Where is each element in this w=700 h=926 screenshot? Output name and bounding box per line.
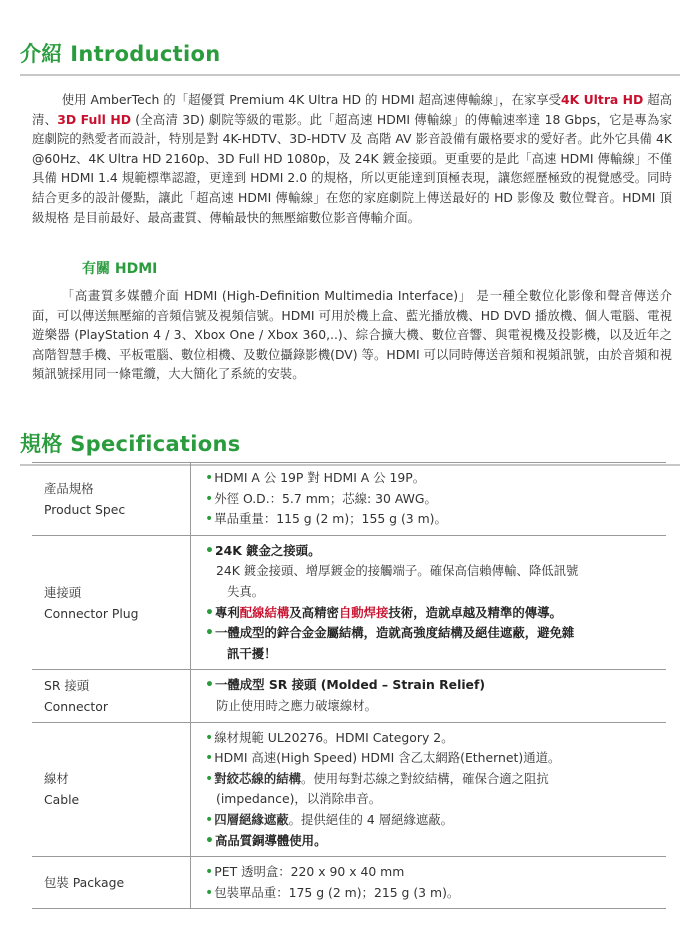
list-item	[205, 541, 656, 562]
highlight-4k: 4K Ultra HD	[561, 92, 644, 107]
spec-row-cable	[32, 722, 666, 857]
list-item	[205, 603, 656, 624]
bullet-icon: •	[205, 832, 214, 849]
list-item	[205, 468, 656, 489]
item-text: 技術，造就卓越及精準的傳導。	[388, 604, 562, 620]
spec-label-sr	[32, 670, 191, 722]
intro-text-2: 超高清、	[32, 92, 672, 127]
item-text: 一體成型的鋅合金金屬結構，造就高強度結構及絕佳遮蔽，避免雜	[214, 625, 575, 641]
item-text: 專利	[214, 604, 240, 620]
bullet-icon: •	[205, 470, 214, 486]
about-hdmi-heading: 有關 HDMI	[82, 261, 158, 277]
label-en: Product Spec	[44, 501, 126, 517]
bullet-icon: •	[205, 625, 214, 642]
item-detail: 防止使用時之應力破壞線材。	[216, 697, 378, 713]
spec-table	[32, 462, 666, 909]
item-text: 線材規範 UL20276。HDMI Category 2。	[214, 729, 454, 745]
bullet-icon: •	[205, 490, 214, 507]
item-text: 四層絕緣遮蔽	[214, 811, 289, 827]
item-text: 。提供絕佳的 4 層絕緣遮蔽。	[288, 811, 454, 827]
label-zh: SR 接頭	[44, 677, 90, 693]
bullet-icon: •	[205, 542, 214, 559]
spec-value-connector	[191, 535, 667, 670]
highlight-3d: 3D Full HD	[57, 111, 132, 127]
bullet-icon: •	[205, 770, 214, 787]
spec-label-cable	[32, 722, 191, 857]
item-text: 及高精密	[289, 604, 339, 620]
about-hdmi-paragraph: 「高畫質多媒體介面 HDMI (High-Definition Multimedia Interface)」 是一種全數位化影像和聲音傳送介面，可以傳送無壓縮的音頻信號及視頻信號。HDMI 可用於機上盒、藍光播放機、HD DVD 播放機、個人電腦、電視遊樂器 (PlayStation 4 / 3、Xbox One / Xbox 360,..)、綜合擴大機、數位音響、與電視機及投影機，以及近年之高階智慧手機、平板電腦、數位相機、及數位攝錄影機(DV) 等。HDMI 可以同時傳送音頻和視頻訊號，由於音頻和視頻訊號採用同一條電纜，大大簡化了系統的安裝。	[32, 288, 672, 382]
list-item	[205, 883, 656, 904]
list-item	[205, 862, 656, 883]
item-text: 。使用每對芯線之對絞結構，確保合適之阻抗	[301, 770, 549, 786]
label-zh: 產品規格	[44, 480, 94, 496]
spec-row-sr	[32, 670, 666, 722]
list-item	[205, 810, 656, 831]
item-text: PET 透明盒：220 x 90 x 40 mm	[214, 864, 405, 880]
list-item	[205, 489, 656, 510]
item-text: 一體成型 SR 接頭 (Molded – Strain Relief)	[214, 677, 486, 693]
bullet-icon: •	[205, 864, 214, 881]
bullet-icon: •	[205, 604, 214, 621]
specifications-heading: 規格 Specifications	[20, 428, 680, 466]
label-en: Connector Plug	[44, 605, 139, 621]
list-item	[205, 769, 656, 790]
spec-row-package	[32, 857, 666, 909]
spec-row-product	[32, 463, 666, 536]
spec-label-package: 包裝 Package	[32, 857, 191, 909]
item-text: HDMI 高速(High Speed) HDMI 含乙太網路(Ethernet)通道。	[214, 750, 561, 766]
spec-label-product	[32, 463, 191, 536]
list-item	[205, 831, 656, 852]
spec-value-sr	[191, 670, 667, 722]
bullet-icon: •	[205, 884, 214, 901]
label-zh: 線材	[44, 771, 69, 787]
highlight-text: 自動焊接	[338, 604, 389, 620]
list-item	[205, 675, 656, 696]
spec-value-product	[191, 463, 667, 536]
spec-value-package	[191, 857, 667, 909]
introduction-paragraph	[32, 90, 672, 227]
spec-value-cable	[191, 722, 667, 857]
label-en: Cable	[44, 792, 80, 808]
item-text: 包裝單品重：175 g (2 m)；215 g (3 m)。	[214, 884, 460, 900]
item-detail: 訊干擾！	[227, 645, 277, 661]
item-text: 高品質銅導體使用。	[214, 832, 327, 848]
item-detail: 失真。	[227, 583, 265, 599]
list-item	[205, 623, 656, 644]
list-item	[205, 748, 656, 769]
item-text: 對絞芯線的結構	[214, 770, 301, 786]
intro-text-1: 使用 AmberTech 的「超優質 Premium 4K Ultra HD 的 HDMI 超高速傳輸線」，在家享受	[61, 92, 562, 107]
bullet-icon: •	[205, 811, 214, 828]
bullet-icon: •	[205, 511, 214, 528]
intro-text-3: (全高清 3D) 劇院等級的電影。此「超高速 HDMI 傳輸線」的傳輸速率達 18 Gbps，它是專為家庭劇院的熱愛者而設計，特別是對 4K-HDTV、3D-HDTV 及 高階 AV 影音設備有嚴格要求的愛好者。此外它具備 4K @60Hz、4K Ultra HD 2160p、3D Full HD 1080p，及 24K 鍍金接頭。更重要的是此「高速 HDMI 傳輸線」不僅具備 HDMI 1.4 規範標準認證，更達到 HDMI 2.0 的規格，所以更能達到頂極表現，讓您經歷極致的視覺感受。同時結合更多的設計優點，讓此「超高速 HDMI 傳輸線」在您的家庭劇院上傳送最好的 HD 影像及 數位聲音。HDMI 頂級規格 是目前最好、最高畫質、傳輸最快的無壓縮數位影音傳輸介面。	[32, 111, 673, 225]
label-zh: 連接頭	[44, 584, 82, 600]
spec-label-connector	[32, 535, 191, 670]
bullet-icon: •	[205, 750, 214, 767]
bullet-icon: •	[205, 729, 214, 746]
item-text: HDMI A 公 19P 對 HDMI A 公 19P。	[214, 470, 426, 485]
item-text: 外徑 O.D.：5.7 mm；芯線: 30 AWG。	[214, 490, 437, 506]
bullet-icon: •	[205, 677, 214, 694]
introduction-heading: 介紹 Introduction	[20, 38, 680, 76]
item-text: 24K 鍍金之接頭。	[214, 542, 321, 558]
list-item	[205, 728, 656, 749]
list-item	[205, 509, 656, 530]
item-detail: (impedance)，以消除串音。	[216, 791, 382, 807]
label-en: Connector	[44, 698, 108, 714]
spec-row-connector	[32, 535, 666, 670]
highlight-text: 配線結構	[239, 604, 290, 620]
item-detail: 24K 鍍金接頭、增厚鍍金的接觸端子。確保高信賴傳輸、降低訊號	[216, 563, 579, 579]
item-text: 單品重量：115 g (2 m)；155 g (3 m)。	[214, 511, 447, 527]
